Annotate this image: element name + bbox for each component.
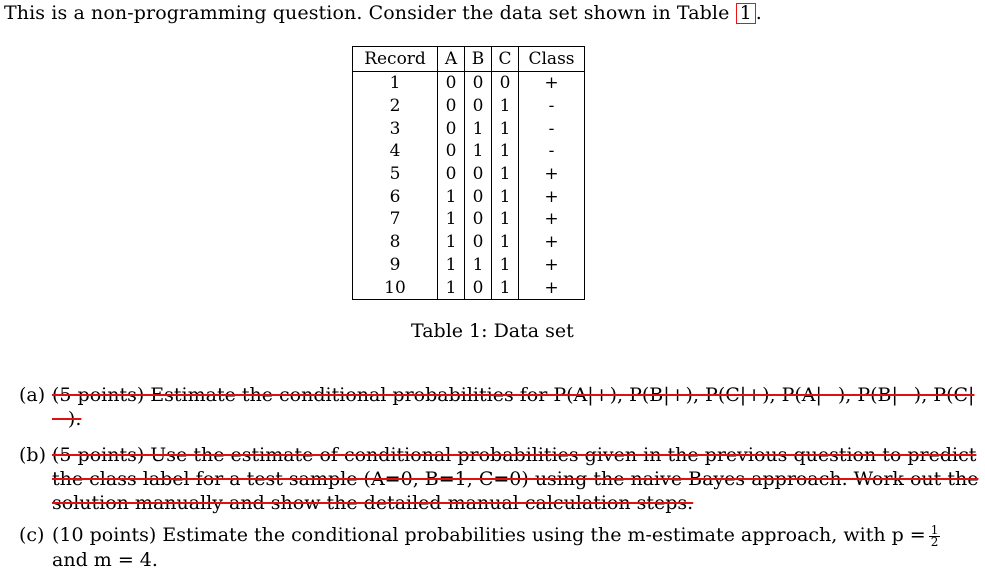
- cell-record: 1: [353, 72, 438, 95]
- cell-record: 6: [353, 185, 438, 208]
- cell-a: 0: [438, 95, 465, 118]
- cell-b: 0: [465, 185, 492, 208]
- cell-b: 0: [465, 231, 492, 254]
- cell-a: 0: [438, 72, 465, 95]
- table-row: [353, 185, 585, 208]
- cell-record: 5: [353, 163, 438, 186]
- cell-c: 1: [492, 185, 519, 208]
- cell-class: -: [519, 95, 585, 118]
- cell-c: 1: [492, 95, 519, 118]
- cell-b: 0: [465, 95, 492, 118]
- cell-class: -: [519, 140, 585, 163]
- table-row: [353, 231, 585, 254]
- cell-c: 0: [492, 72, 519, 95]
- fraction-denominator: 2: [930, 534, 939, 549]
- intro-line: [4, 2, 762, 24]
- table-row: [353, 72, 585, 95]
- cell-a: 0: [438, 117, 465, 140]
- question-b-text: (5 points) Use the estimate of conditional probabilities given in the previous question to predict the class label for a test sample (A=0, B=1, C=0) using the naive Bayes approach. Work out the solution manually and show the detailed manual calculation steps.: [52, 444, 979, 514]
- question-a: [19, 383, 979, 431]
- cell-a: 0: [438, 140, 465, 163]
- header-b: B: [465, 47, 492, 72]
- cell-class: +: [519, 185, 585, 208]
- intro-text: This is a non-programming question. Consider the data set shown in Table: [4, 2, 736, 24]
- table-reference-link[interactable]: 1: [736, 3, 756, 24]
- question-b-label: (b): [19, 444, 46, 466]
- cell-record: 4: [353, 140, 438, 163]
- cell-class: +: [519, 208, 585, 231]
- cell-record: 3: [353, 117, 438, 140]
- cell-record: 7: [353, 208, 438, 231]
- cell-c: 1: [492, 140, 519, 163]
- cell-record: 2: [353, 95, 438, 118]
- cell-c: 1: [492, 276, 519, 299]
- cell-b: 0: [465, 72, 492, 95]
- cell-class: +: [519, 163, 585, 186]
- cell-record: 8: [353, 231, 438, 254]
- cell-class: -: [519, 117, 585, 140]
- header-c: C: [492, 47, 519, 72]
- cell-b: 0: [465, 276, 492, 299]
- fraction-one-half: [929, 522, 941, 549]
- cell-class: +: [519, 231, 585, 254]
- cell-b: 0: [465, 208, 492, 231]
- question-c-label: (c): [19, 524, 45, 546]
- cell-a: 1: [438, 185, 465, 208]
- cell-class: +: [519, 72, 585, 95]
- cell-a: 0: [438, 163, 465, 186]
- table-row: [353, 276, 585, 299]
- header-record: Record: [353, 47, 438, 72]
- question-c-text-end: and m = 4.: [52, 548, 158, 571]
- cell-b: 0: [465, 163, 492, 186]
- cell-c: 1: [492, 163, 519, 186]
- table-row: [353, 163, 585, 186]
- cell-class: +: [519, 276, 585, 299]
- cell-c: 1: [492, 208, 519, 231]
- header-class: Class: [519, 47, 585, 72]
- table-row: [353, 208, 585, 231]
- cell-record: 9: [353, 254, 438, 277]
- cell-a: 1: [438, 208, 465, 231]
- table-row: [353, 254, 585, 277]
- cell-record: 10: [353, 276, 438, 299]
- table-row: [353, 95, 585, 118]
- question-c-text: (10 points) Estimate the conditional probabilities using the m-estimate approach, with p =: [52, 524, 926, 546]
- fraction-numerator: 1: [930, 522, 939, 537]
- question-a-label: (a): [19, 384, 46, 406]
- table-header-row: [353, 47, 585, 72]
- header-a: A: [438, 47, 465, 72]
- cell-c: 1: [492, 117, 519, 140]
- cell-class: +: [519, 254, 585, 277]
- table-row: [353, 117, 585, 140]
- cell-b: 1: [465, 254, 492, 277]
- question-c: [19, 523, 979, 572]
- cell-b: 1: [465, 140, 492, 163]
- cell-c: 1: [492, 254, 519, 277]
- table-row: [353, 140, 585, 163]
- cell-b: 1: [465, 117, 492, 140]
- intro-end: .: [755, 2, 762, 24]
- cell-c: 1: [492, 231, 519, 254]
- question-b: [19, 443, 979, 515]
- table-caption: Table 1: Data set: [411, 320, 574, 342]
- cell-a: 1: [438, 254, 465, 277]
- question-a-text: (5 points) Estimate the conditional probabilities for P(A|+), P(B|+), P(C|+), P(A|−), P(B|−), P(C|−).: [52, 384, 975, 430]
- cell-a: 1: [438, 276, 465, 299]
- data-set-table: [352, 46, 585, 300]
- question-c-body: [52, 523, 979, 572]
- cell-a: 1: [438, 231, 465, 254]
